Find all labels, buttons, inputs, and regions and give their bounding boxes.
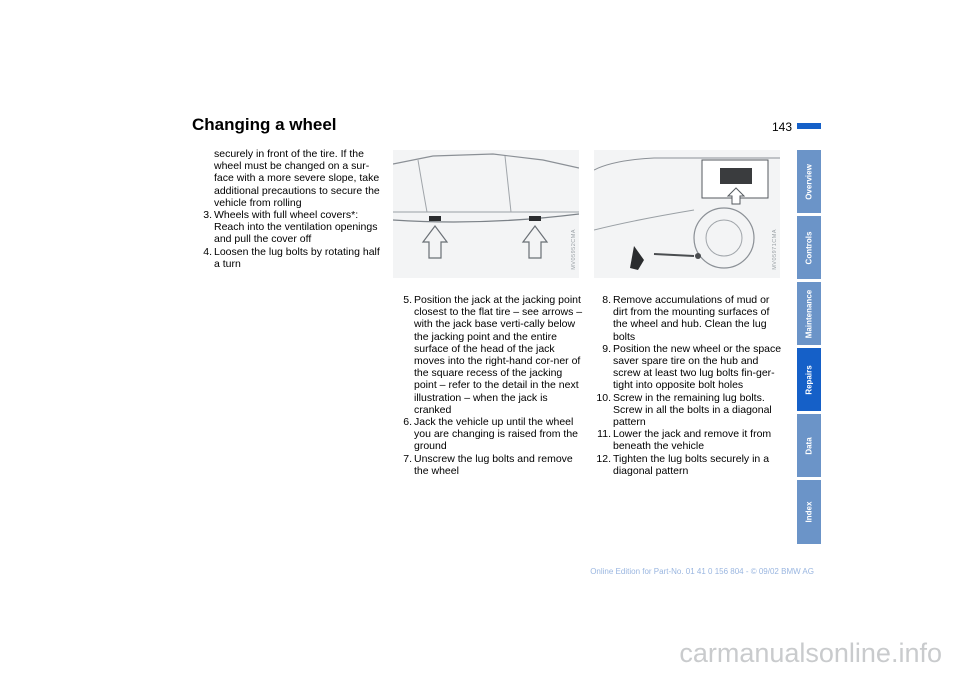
- tab-data[interactable]: [797, 414, 821, 477]
- page-number-bar: [797, 123, 821, 129]
- watermark: carmanualsonline.info: [679, 638, 942, 668]
- tab-controls[interactable]: [797, 216, 821, 279]
- step-number: 10.: [596, 391, 611, 404]
- list-item: [196, 246, 384, 270]
- step-number: 6.: [403, 416, 412, 429]
- figure-code: MV05952CMA: [571, 229, 577, 270]
- jack-detail-illustration: [594, 150, 780, 278]
- steps-list-col2: [396, 294, 586, 477]
- step-text: Remove accumulations of mud or dirt from the mounting surfaces of the wheel and hub. Clean the lug bolts: [613, 294, 770, 343]
- list-item: [396, 416, 586, 453]
- step-text: Position the jack at the jacking point closest to the flat tire – see arrows – with the jack base verti-cally below the jacking point and the entire surface of the head of the jack moves into the right-hand cor-ner of the square recess of the jacking point – refer to the detail in the next illustration – when the jack is cranked: [414, 294, 583, 416]
- step-number: 12.: [596, 452, 611, 465]
- jack-detail-drawing: [594, 150, 780, 278]
- continued-paragraph: securely in front of the tire. If the wheel must be changed on a sur-face with a more severe slope, take additional precautions to secure the vehicle from rolling: [214, 148, 380, 209]
- tab-label: Repairs: [804, 364, 814, 395]
- list-item: [196, 209, 384, 246]
- step-text: Loosen the lug bolts by rotating half a turn: [214, 245, 380, 270]
- step-number: 3.: [203, 209, 212, 221]
- figure-code: MV05971CMA: [772, 229, 778, 270]
- step-number: 7.: [403, 452, 412, 465]
- step-text: Wheels with full wheel covers*: Reach into the ventilation openings and pull the cover off: [214, 209, 378, 246]
- list-item: [592, 428, 782, 452]
- section-tabs: [797, 150, 821, 544]
- list-item: [396, 453, 586, 477]
- step-text: Tighten the lug bolts securely in a diagonal pattern: [613, 452, 770, 477]
- step-number: 11.: [597, 428, 611, 441]
- tab-index[interactable]: [797, 480, 821, 544]
- tab-maintenance[interactable]: [797, 282, 821, 345]
- tab-label: Index: [804, 501, 814, 523]
- step-text: Screw in the remaining lug bolts. Screw in all the bolts in a diagonal pattern: [613, 391, 772, 429]
- tab-label: Data: [804, 436, 814, 455]
- step-number: 5.: [403, 294, 412, 306]
- step-text: Lower the jack and remove it from beneath the vehicle: [613, 428, 772, 453]
- tab-label: Maintenance: [804, 289, 814, 338]
- list-item: [396, 294, 586, 416]
- list-item: [592, 453, 782, 477]
- page-number: 143: [772, 120, 793, 134]
- jacking-points-illustration: [393, 150, 579, 278]
- list-item: [592, 392, 782, 429]
- page-title: Changing a wheel: [192, 115, 337, 134]
- step-text: Jack the vehicle up until the wheel you are changing is raised from the ground: [414, 416, 579, 453]
- steps-list-col1: [196, 209, 384, 270]
- tab-label: Overview: [804, 163, 814, 200]
- step-number: 9.: [602, 342, 611, 355]
- step-text: Position the new wheel or the space saver spare tire on the hub and screw at least two lug bolts fin-ger-tight into opposite bolt holes: [613, 342, 782, 392]
- tab-label: Controls: [804, 231, 814, 264]
- steps-list-col3: [592, 294, 782, 477]
- list-item: [592, 343, 782, 392]
- step-number: 4.: [203, 245, 212, 258]
- footer-edition: Online Edition for Part-No. 01 41 0 156 804 - © 09/02 BMW AG: [590, 567, 814, 576]
- tab-overview[interactable]: [797, 150, 821, 213]
- car-side-drawing: [393, 150, 579, 278]
- tab-repairs[interactable]: [797, 348, 821, 411]
- step-number: 8.: [602, 294, 611, 306]
- list-item: [592, 294, 782, 343]
- step-text: Unscrew the lug bolts and remove the wheel: [414, 452, 573, 477]
